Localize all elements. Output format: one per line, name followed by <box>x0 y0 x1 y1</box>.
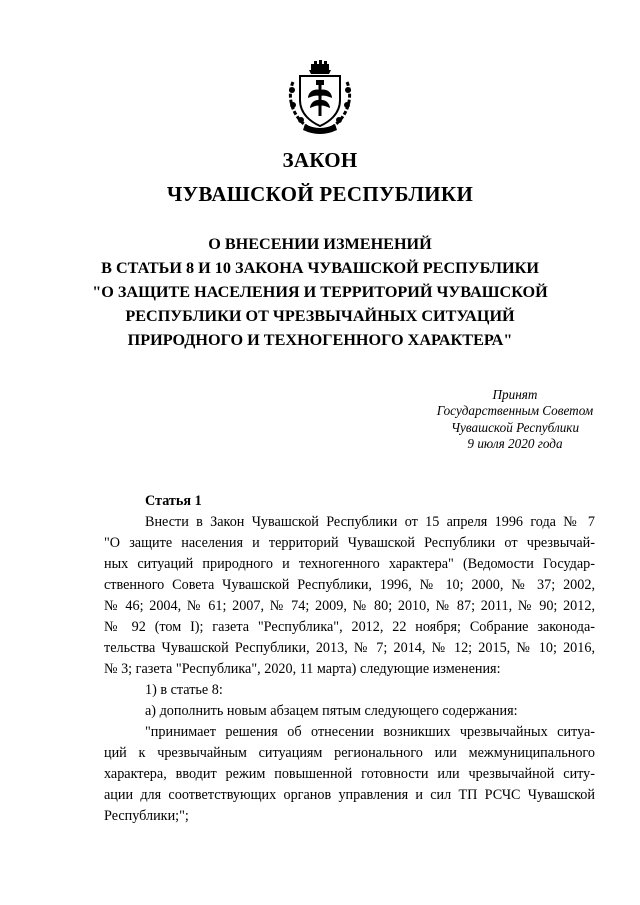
list-item: а) дополнить новым абзацем пятым следующего содержания: <box>145 703 518 719</box>
quote-line: ации для соответствующих органов управления и сил ТП РСЧС Чувашской <box>104 787 595 803</box>
paragraph-line: № 92 (том I); газета "Республика", 2012, 22 ноября; Собрание законода- <box>104 619 595 635</box>
paragraph-line: тельства Чувашской Республики, 2013, № 7; 2014, № 12; 2015, № 10; 2016, <box>104 640 595 656</box>
paragraph-line: ственного Совета Чувашской Республики, 1996, № 10; 2000, № 37; 2002, <box>104 577 595 593</box>
law-subject <box>60 232 580 352</box>
adoption-date: 9 июля 2020 года <box>467 435 563 451</box>
republic-title: ЧУВАШСКОЙ РЕСПУБЛИКИ <box>166 182 474 206</box>
adoption-line: Принят <box>492 387 538 402</box>
quote-line: "принимает решения об отнесении возникших чрезвычайных ситуа- <box>145 724 595 740</box>
adoption-line: Государственным Советом <box>436 403 594 419</box>
paragraph-line: № 3; газета "Республика", 2020, 11 марта) следующие изменения: <box>104 661 501 677</box>
article-heading: Статья 1 <box>145 493 202 509</box>
subject-line: РЕСПУБЛИКИ ОТ ЧРЕЗВЫЧАЙНЫХ СИТУАЦИЙ <box>125 307 515 325</box>
paragraph-line: ных ситуаций природного и техногенного характера" (Ведомости Государ- <box>104 556 595 572</box>
law-title: ЗАКОН <box>282 148 358 172</box>
subject-line: ПРИРОДНОГО И ТЕХНОГЕННОГО ХАРАКТЕРА" <box>127 331 513 349</box>
subject-line: "О ЗАЩИТЕ НАСЕЛЕНИЯ И ТЕРРИТОРИЙ ЧУВАШСКОЙ <box>92 283 548 301</box>
subject-line: О ВНЕСЕНИИ ИЗМЕНЕНИЙ <box>208 235 432 253</box>
adoption-line: Чувашской Республики <box>450 419 580 435</box>
list-item: 1) в статье 8: <box>145 682 223 698</box>
quote-line: характера, вводит режим повышенной готовности или чрезвычайной ситу- <box>104 766 595 782</box>
paragraph-line: № 46; 2004, № 61; 2007, № 74; 2009, № 80; 2010, № 87; 2011, № 90; 2012, <box>104 598 595 614</box>
paragraph-line: "О защите населения и территорий Чувашской Республики от чрезвычай- <box>104 535 595 551</box>
paragraph-line: Внести в Закон Чувашской Республики от 15 апреля 1996 года № 7 <box>145 514 595 530</box>
subject-line: В СТАТЬИ 8 И 10 ЗАКОНА ЧУВАШСКОЙ РЕСПУБЛИКИ <box>101 259 539 277</box>
adoption-note <box>390 387 640 452</box>
law-body <box>104 491 595 827</box>
quote-line: ций к чрезвычайным ситуациям регионального или межмуниципального <box>104 745 595 761</box>
quote-line: Республики;"; <box>104 808 189 824</box>
chuvash-republic-emblem-icon <box>283 60 357 134</box>
